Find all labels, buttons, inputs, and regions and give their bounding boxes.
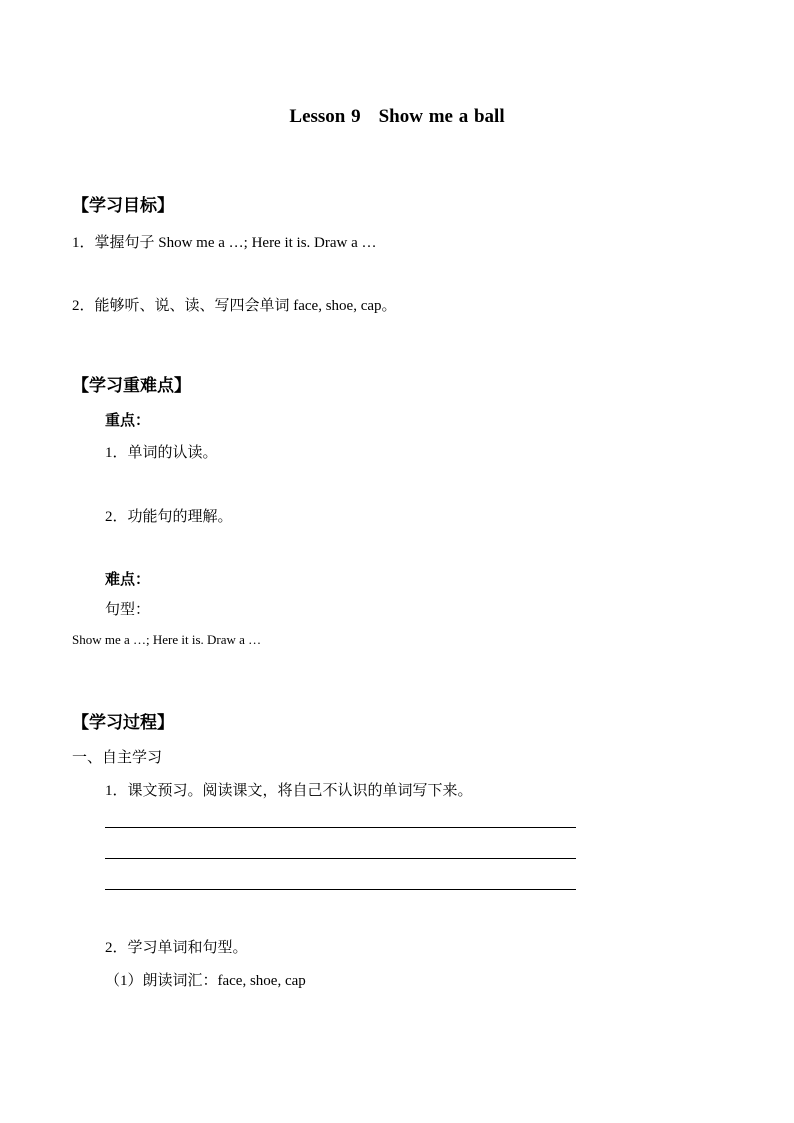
difficult-label: 难点：: [105, 572, 151, 588]
key-item-1: 1．单词的认读。: [105, 445, 218, 461]
objective-item-2: 2．能够听、说、读、写四会单词 face, shoe, cap。: [72, 298, 397, 314]
lesson-name: Show me a ball: [378, 106, 505, 127]
step-2: 2．学习单词和句型。: [105, 940, 248, 956]
pattern-label: 句型：: [105, 602, 151, 618]
answer-line-1[interactable]: [105, 827, 576, 828]
step-1: 1．课文预习。阅读课文，将自己不认识的单词写下来。: [105, 783, 473, 799]
pattern-text: Show me a …; Here it is. Draw a …: [72, 632, 262, 647]
step-2-sub-1: （1）朗读词汇：face, shoe, cap: [105, 973, 306, 989]
objectives-heading: 【学习目标】: [72, 196, 174, 215]
page-title: [0, 106, 794, 128]
key-item-2: 2．功能句的理解。: [105, 509, 233, 525]
objective-item-1: 1．掌握句子 Show me a …; Here it is. Draw a …: [72, 235, 377, 251]
process-heading: 【学习过程】: [72, 713, 174, 732]
answer-line-2[interactable]: [105, 858, 576, 859]
key-points-heading: 【学习重难点】: [72, 376, 191, 395]
answer-line-3[interactable]: [105, 889, 576, 890]
self-study-heading: 一、自主学习: [72, 750, 163, 766]
key-label: 重点：: [105, 413, 151, 429]
lesson-number: Lesson 9: [289, 106, 361, 127]
